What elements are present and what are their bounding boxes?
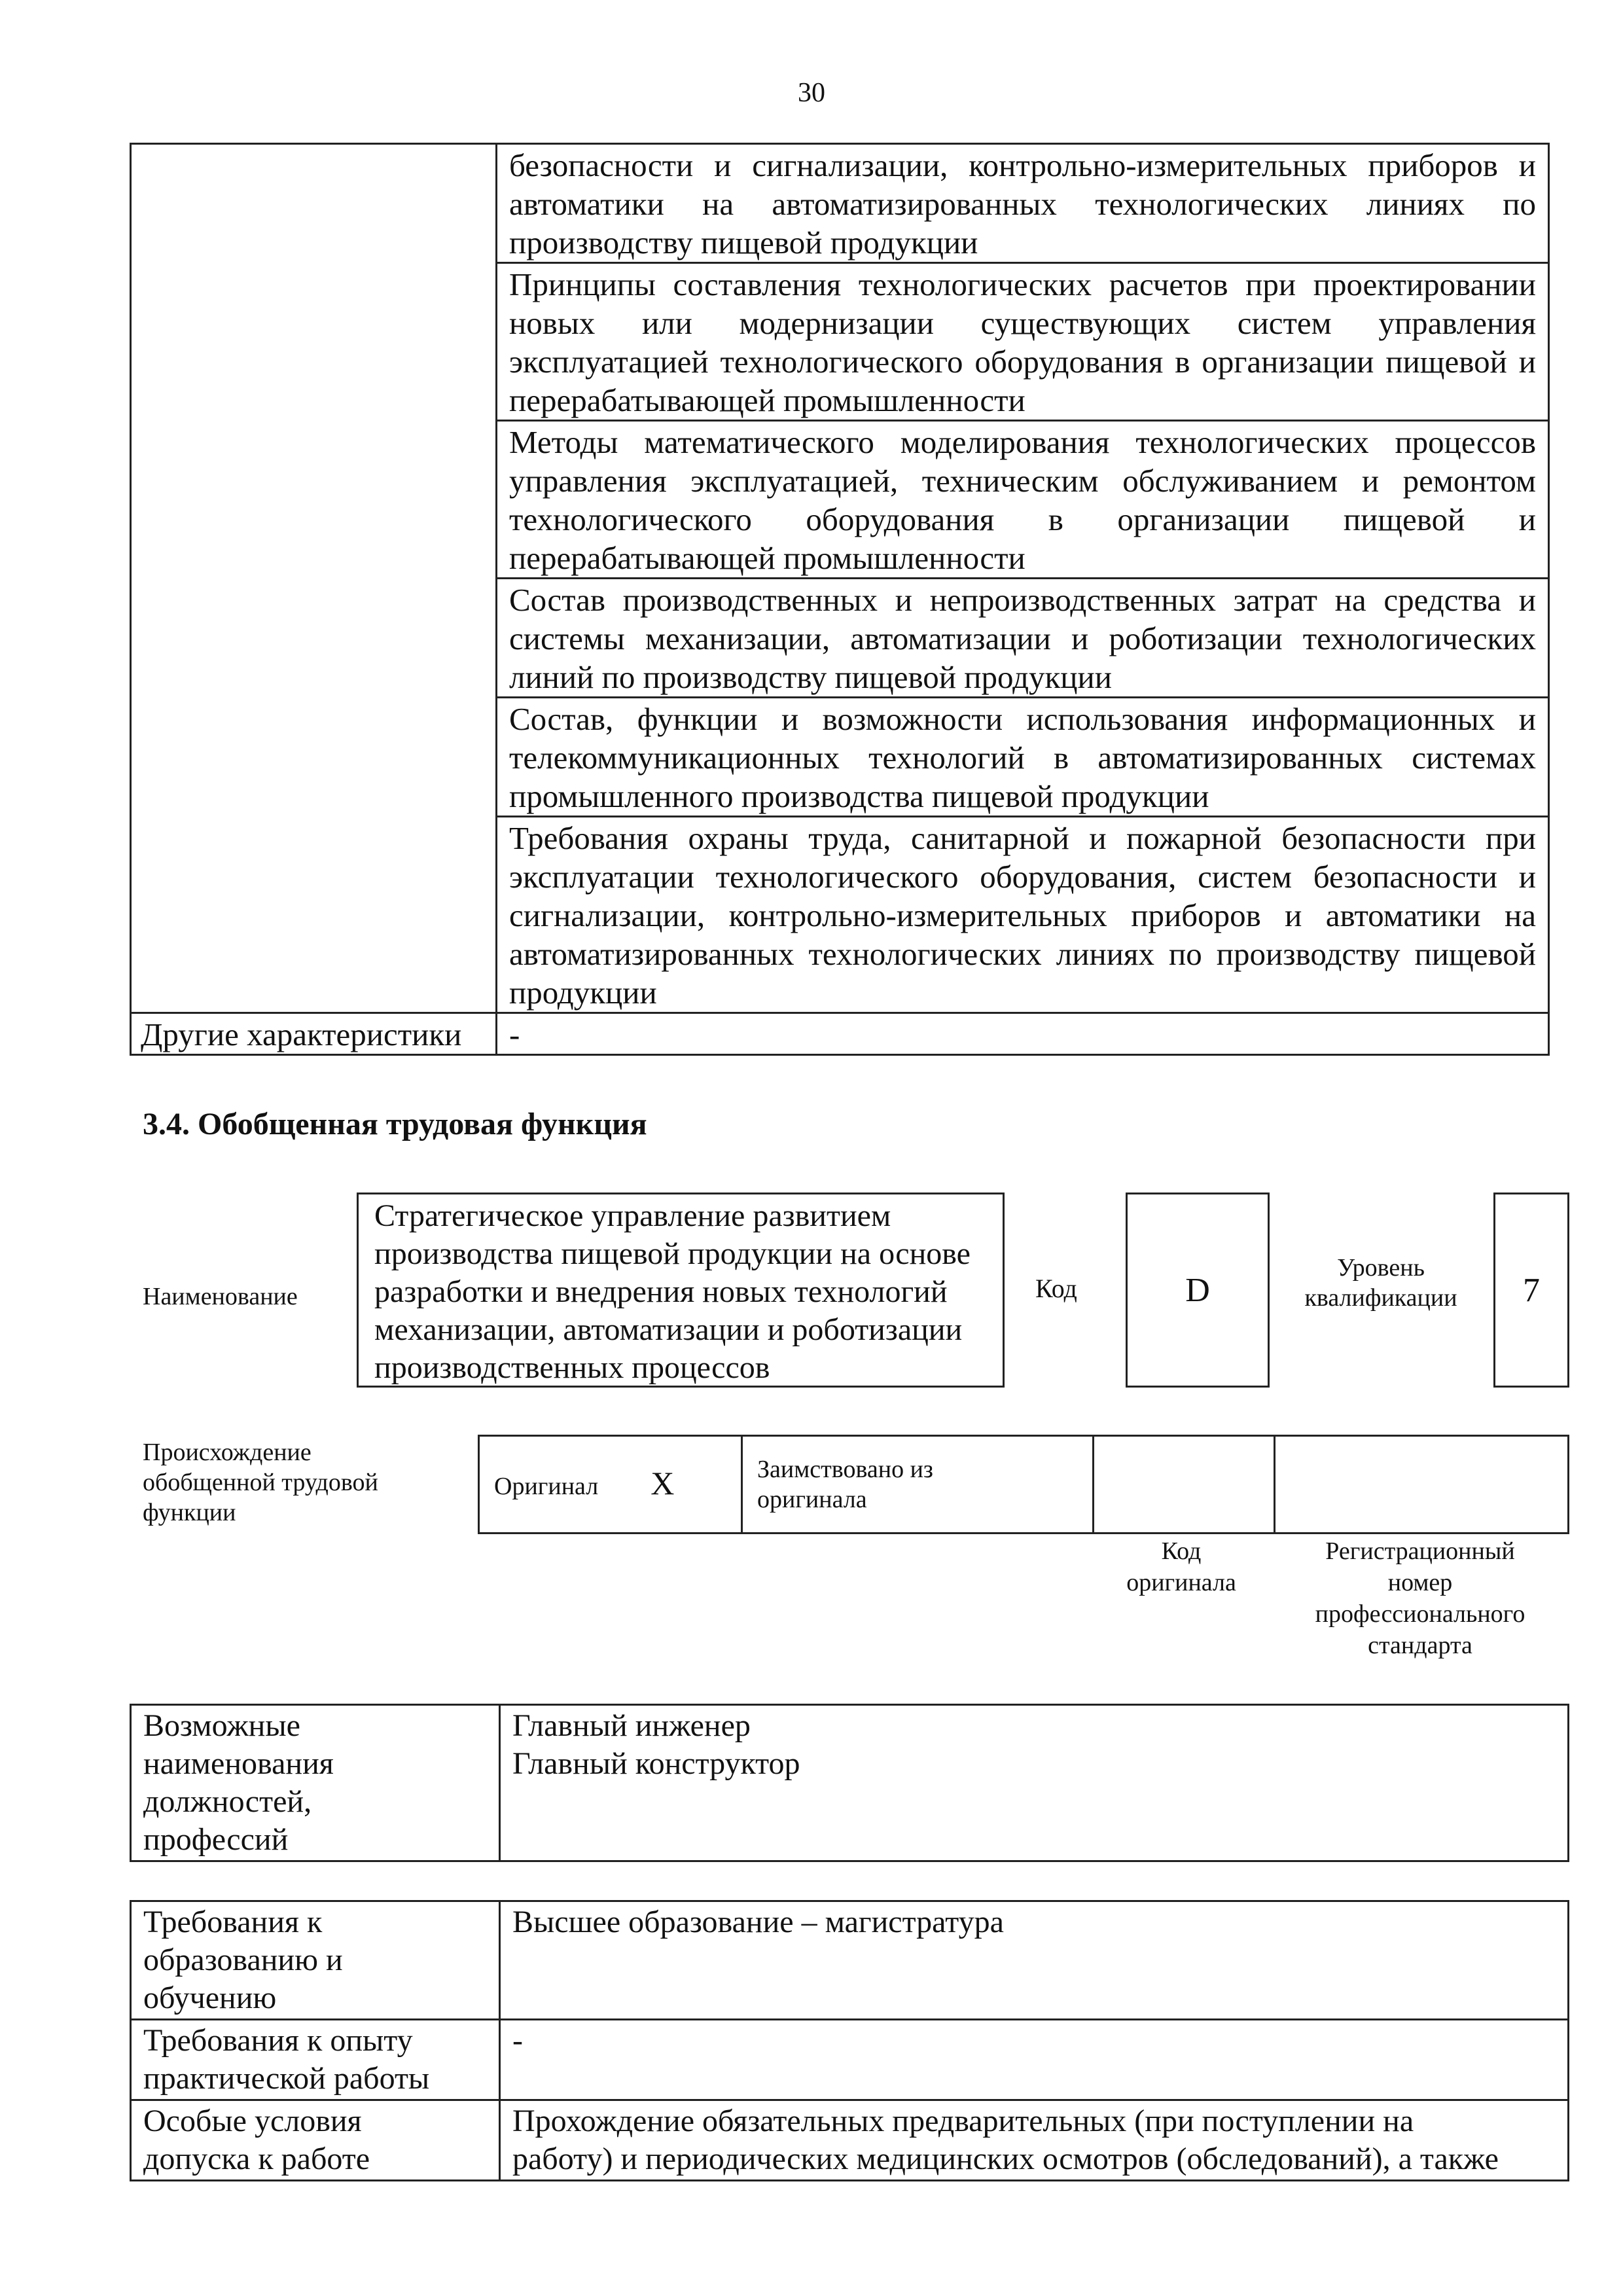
knowledge-item: Требования охраны труда, санитарной и пожарной безопасности при эксплуатации технологического оборудования, систем безопасности и сигнализации, контрольно-измерительных приборов и автоматики на автоматизированных технологических линиях по производству пищевой продукции bbox=[497, 817, 1549, 1013]
note-line: профессионального bbox=[1315, 1600, 1525, 1628]
label-line: Возможные bbox=[143, 1708, 300, 1743]
text-line: работу) и периодических медицинских осмотров (обследований), а также bbox=[512, 2142, 1499, 2176]
label-line: практической работы bbox=[143, 2061, 430, 2096]
borrowed-label-line: Заимствовано из bbox=[757, 1456, 933, 1483]
code-label: Код bbox=[1035, 1274, 1077, 1303]
knowledge-item: безопасности и сигнализации, контрольно-измерительных приборов и автоматики на автоматизированных технологических линиях по производству пищевой продукции bbox=[497, 144, 1549, 263]
note-line: Регистрационный bbox=[1325, 1537, 1515, 1565]
original-code-cell bbox=[1094, 1436, 1275, 1534]
label-line: образованию и bbox=[143, 1943, 343, 1977]
positions-label bbox=[131, 1705, 500, 1861]
borrowed-label-line: оригинала bbox=[757, 1486, 867, 1513]
education-value: Высшее образование – магистратура bbox=[500, 1901, 1569, 2020]
label-line: наименования bbox=[143, 1746, 334, 1781]
special-conditions-label bbox=[131, 2100, 500, 2181]
name-label: Наименование bbox=[143, 1283, 298, 1310]
original-code-note bbox=[1106, 1535, 1257, 1598]
note-line: Код bbox=[1161, 1537, 1202, 1565]
borrowed-cell bbox=[742, 1436, 1094, 1534]
qualification-level-box bbox=[1493, 1193, 1569, 1388]
original-mark: X bbox=[651, 1464, 675, 1501]
table-row bbox=[131, 1705, 1569, 1861]
knowledge-item: Методы математического моделирования технологических процессов управления эксплуатацией, техническим обслуживанием и ремонтом технологического оборудования в организации пищевой и перерабатывающей промышленности bbox=[497, 421, 1549, 579]
registration-number-cell bbox=[1275, 1436, 1569, 1534]
label-line: Требования к bbox=[143, 1905, 323, 1939]
table-row bbox=[131, 2100, 1569, 2181]
position-item: Главный конструктор bbox=[512, 1746, 800, 1781]
qualification-level-label bbox=[1283, 1253, 1479, 1313]
positions-value bbox=[500, 1705, 1569, 1861]
note-line: стандарта bbox=[1368, 1632, 1472, 1659]
knowledge-table bbox=[130, 143, 1550, 1056]
level-label-line: квалификации bbox=[1304, 1284, 1457, 1312]
other-characteristics-value: - bbox=[497, 1013, 1549, 1055]
code-box bbox=[1126, 1193, 1270, 1388]
origin-table bbox=[478, 1435, 1569, 1534]
origin-label bbox=[143, 1437, 378, 1528]
label-line: допуска к работе bbox=[143, 2142, 370, 2176]
origin-label-line: обобщенной трудовой bbox=[143, 1469, 378, 1496]
empty-left-cell bbox=[131, 144, 497, 1013]
label-line: должностей, bbox=[143, 1784, 312, 1819]
knowledge-item: Состав, функции и возможности использования информационных и телекоммуникационных технологий в автоматизированных системах промышленного производства пищевой продукции bbox=[497, 698, 1549, 817]
original-label: Оригинал bbox=[494, 1472, 599, 1500]
education-label bbox=[131, 1901, 500, 2020]
origin-label-line: Происхождение bbox=[143, 1439, 312, 1466]
table-row bbox=[131, 1013, 1549, 1055]
section-heading: 3.4. Обобщенная трудовая функция bbox=[143, 1107, 647, 1141]
origin-label-line: функции bbox=[143, 1499, 236, 1526]
knowledge-item: Состав производственных и непроизводственных затрат на средства и системы механизации, автоматизации и роботизации технологических линий по производству пищевой продукции bbox=[497, 579, 1549, 698]
registration-number-note bbox=[1289, 1535, 1551, 1661]
table-row bbox=[479, 1436, 1569, 1534]
experience-label bbox=[131, 2020, 500, 2100]
function-name-box: Стратегическое управление развитием производства пищевой продукции на основе разработки и внедрения новых технологий механизации, автоматизации и роботизации производственных процессов bbox=[357, 1193, 1005, 1388]
level-value: 7 bbox=[1523, 1271, 1540, 1309]
original-cell bbox=[479, 1436, 742, 1534]
level-label-line: Уровень bbox=[1337, 1254, 1425, 1282]
special-conditions-value bbox=[500, 2100, 1569, 2181]
table-row bbox=[131, 2020, 1569, 2100]
table-row bbox=[131, 144, 1549, 263]
requirements-table bbox=[130, 1900, 1569, 2181]
label-line: Особые условия bbox=[143, 2104, 362, 2138]
position-item: Главный инженер bbox=[512, 1708, 751, 1743]
experience-value: - bbox=[500, 2020, 1569, 2100]
positions-table bbox=[130, 1704, 1569, 1862]
page-number: 30 bbox=[798, 78, 825, 108]
note-line: оригинала bbox=[1126, 1569, 1236, 1596]
label-line: Требования к опыту bbox=[143, 2023, 413, 2058]
label-line: профессий bbox=[143, 1822, 289, 1857]
text-line: Прохождение обязательных предварительных (при поступлении на bbox=[512, 2104, 1414, 2138]
other-characteristics-label: Другие характеристики bbox=[131, 1013, 497, 1055]
label-line: обучению bbox=[143, 1981, 277, 2015]
code-value: D bbox=[1185, 1271, 1210, 1309]
knowledge-item: Принципы составления технологических расчетов при проектировании новых или модернизации существующих систем управления эксплуатацией технологического оборудования в организации пищевой и перерабатывающей промышленности bbox=[497, 263, 1549, 421]
note-line: номер bbox=[1387, 1569, 1453, 1596]
table-row bbox=[131, 1901, 1569, 2020]
